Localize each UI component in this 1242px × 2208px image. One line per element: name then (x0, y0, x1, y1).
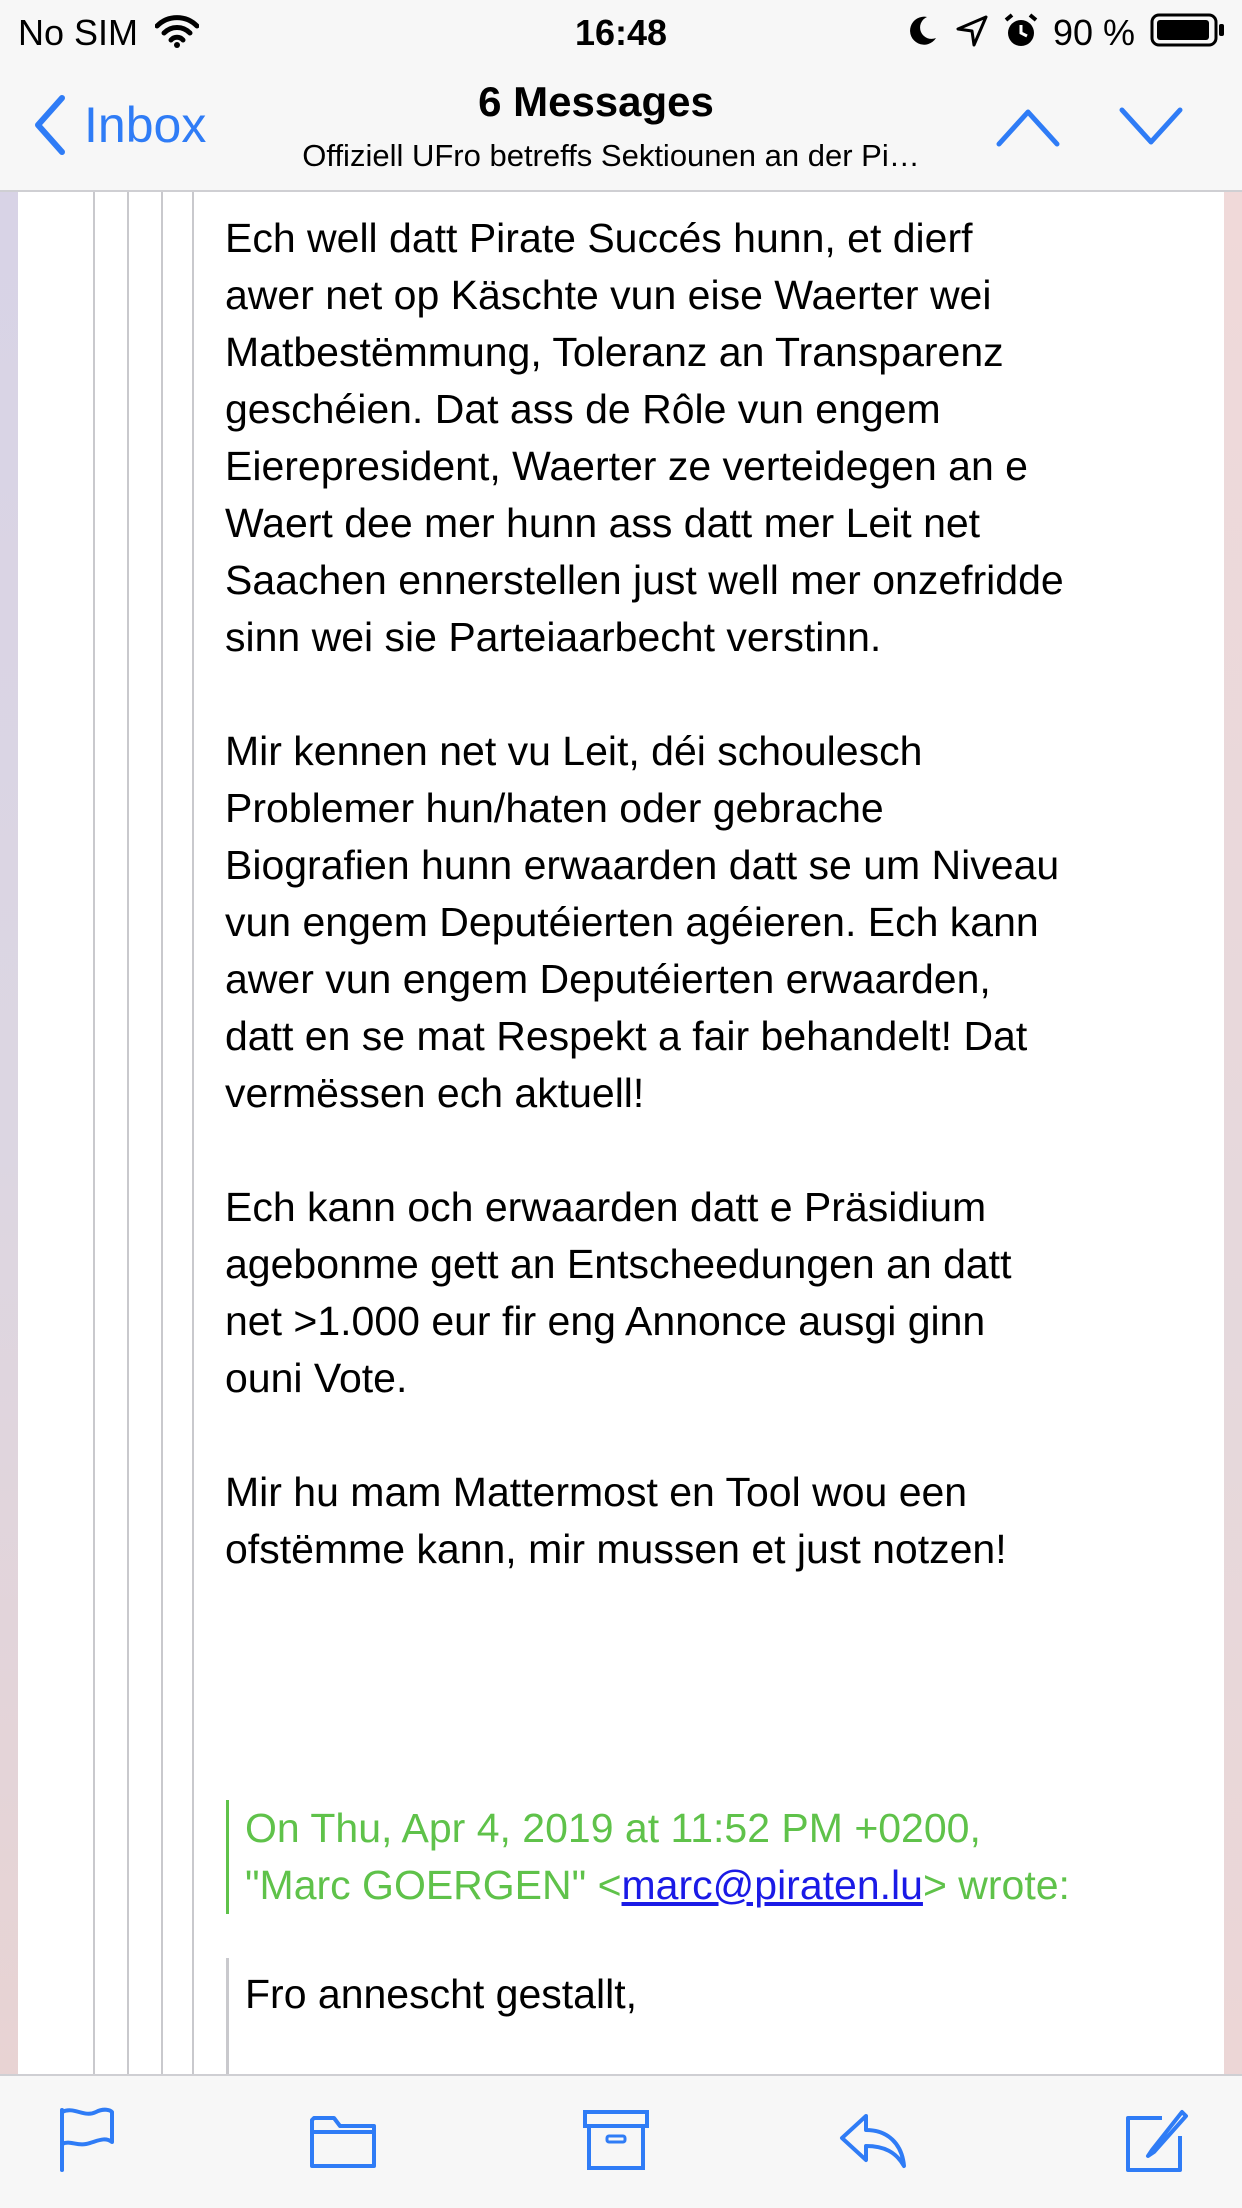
folder-icon[interactable] (308, 2104, 378, 2174)
chevron-up-icon[interactable] (995, 98, 1061, 154)
bottom-toolbar (0, 2074, 1242, 2208)
thread-subject: Offiziell UFro betreffs Sektiounen an der Pi… (302, 138, 920, 173)
status-bar (0, 0, 1242, 62)
nav-bar (0, 62, 1242, 192)
text-line: Saachen ennerstellen just well mer onzefridde (225, 557, 1064, 603)
text-line: Ech kann och erwaarden datt e Präsidium (225, 1184, 987, 1230)
text-line: Eierepresident, Waerter ze verteidegen an e (225, 443, 1028, 489)
sender-email-link[interactable]: marc@piraten.lu (621, 1862, 923, 1908)
text-line: Mir kennen net vu Leit, déi schoulesch (225, 728, 923, 774)
quote-level-bar (161, 192, 163, 2074)
quote-level-bar (93, 192, 95, 2074)
alarm-icon (1003, 12, 1039, 50)
text-line: Waert dee mer hunn ass datt mer Leit net (225, 500, 981, 546)
text-line: vun engem Deputéierten agéieren. Ech kann (225, 899, 1039, 945)
email-paragraph (225, 723, 1205, 1122)
archive-icon[interactable] (581, 2104, 651, 2174)
email-paragraph (225, 1464, 1205, 1578)
text-line: Problemer hun/haten oder gebrache (225, 785, 884, 831)
flag-icon[interactable] (52, 2104, 122, 2174)
attribution-sender (245, 1857, 1186, 1914)
quoted-text: Fro annescht gestallt, (245, 1971, 637, 2017)
text-line: sinn wei sie Parteiaarbecht verstinn. (225, 614, 882, 660)
email-paragraph (225, 1179, 1205, 1407)
text-line: vermëssen ech aktuell! (225, 1070, 645, 1116)
right-edge (1224, 190, 1242, 2074)
email-body (225, 210, 1205, 1635)
clock: 16:48 (574, 12, 668, 53)
email-paragraph (225, 210, 1205, 666)
quote-level-bar (192, 192, 194, 2074)
battery-percent: 90 % (1053, 12, 1136, 53)
moon-icon (907, 14, 939, 48)
text-line: awer net op Käschte vun eise Waerter wei (225, 272, 992, 318)
thread-title: 6 Messages (478, 78, 714, 125)
reply-icon[interactable] (838, 2104, 908, 2174)
back-to-inbox-button[interactable] (32, 90, 206, 160)
compose-icon[interactable] (1122, 2104, 1192, 2174)
text-line: ouni Vote. (225, 1355, 408, 1401)
text-line: Mir hu mam Mattermost en Tool wou een (225, 1469, 968, 1515)
attribution-prefix: "Marc GOERGEN" < (245, 1862, 622, 1908)
chevron-down-icon[interactable] (1118, 98, 1184, 154)
text-line: Matbestëmmung, Toleranz an Transparenz (225, 329, 1004, 375)
text-line: geschéien. Dat ass de Rôle vun engem (225, 386, 941, 432)
back-label: Inbox (84, 97, 207, 153)
text-line: Biografien hunn erwaarden datt se um Niveau (225, 842, 1060, 888)
text-line: ofstëmme kann, mir mussen et just notzen! (225, 1526, 1007, 1572)
carrier-label: No SIM (18, 12, 139, 53)
quote-level-bar (127, 192, 129, 2074)
quoted-message (226, 1958, 1186, 2074)
battery-icon (1150, 12, 1226, 48)
attribution-date: On Thu, Apr 4, 2019 at 11:52 PM +0200, (245, 1805, 981, 1851)
chevron-left-icon (32, 94, 68, 156)
location-icon (955, 14, 989, 48)
text-line: agebonme gett an Entscheedungen an datt (225, 1241, 1012, 1287)
left-edge (0, 190, 18, 2074)
attribution-suffix: > wrote: (922, 1862, 1070, 1908)
text-line: datt en se mat Respekt a fair behandelt! Dat (225, 1013, 1028, 1059)
text-line: Ech well datt Pirate Succés hunn, et dierf (225, 215, 973, 261)
quote-attribution (226, 1800, 1186, 1914)
text-line: awer vun engem Deputéierten erwaarden, (225, 956, 991, 1002)
text-line: net >1.000 eur fir eng Annonce ausgi ginn (225, 1298, 986, 1344)
